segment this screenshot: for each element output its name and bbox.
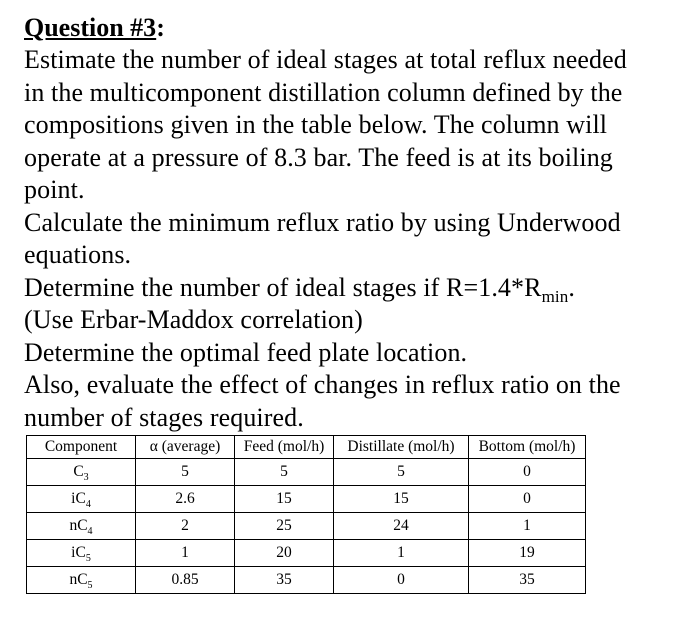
distillate-cell: 1 <box>334 540 469 567</box>
question-heading <box>24 12 684 44</box>
feed-cell: 20 <box>235 540 334 567</box>
reflux-ratio-text: Determine the number of ideal stages if R=1.4*R <box>24 272 542 302</box>
question-line-12: number of stages required. <box>24 402 304 432</box>
table-header-row <box>27 436 586 459</box>
distillate-cell: 15 <box>334 486 469 513</box>
distillate-cell: 5 <box>334 459 469 486</box>
component-cell <box>27 567 136 594</box>
component-cell <box>27 459 136 486</box>
reflux-ratio-line <box>24 272 684 305</box>
question-line-11: Also, evaluate the effect of changes in reflux ratio on the <box>24 370 621 399</box>
header-component: Component <box>27 436 136 459</box>
component-name: iC <box>71 490 86 507</box>
component-subscript: 4 <box>85 499 91 510</box>
question-line-1: Estimate the number of ideal stages at total reflux needed <box>24 45 627 74</box>
component-subscript: 5 <box>87 580 93 591</box>
feed-cell: 35 <box>235 567 334 594</box>
composition-table <box>26 435 586 594</box>
component-cell <box>27 486 136 513</box>
alpha-cell: 2 <box>136 513 235 540</box>
header-distillate: Distillate (mol/h) <box>334 436 469 459</box>
alpha-cell: 0.85 <box>136 567 235 594</box>
question-title-colon: : <box>156 13 165 42</box>
table-row <box>27 459 586 486</box>
feed-cell: 15 <box>235 486 334 513</box>
question-line-7: equations. <box>24 240 132 269</box>
question-line-5: point. <box>24 175 85 204</box>
question-title: Question #3 <box>24 13 157 42</box>
question-document <box>24 12 684 434</box>
bottom-cell: 1 <box>469 513 586 540</box>
component-name: iC <box>71 544 86 561</box>
table-row <box>27 540 586 567</box>
question-line-4: operate at a pressure of 8.3 bar. The feed is at its boiling <box>24 142 613 172</box>
bottom-cell: 19 <box>469 540 586 567</box>
component-name: nC <box>69 571 88 588</box>
table-row <box>27 513 586 540</box>
feed-cell: 5 <box>235 459 334 486</box>
component-cell <box>27 513 136 540</box>
header-alpha: α (average) <box>136 436 235 459</box>
bottom-cell: 0 <box>469 459 586 486</box>
question-line-3: compositions given in the table below. The column will <box>24 110 608 139</box>
question-line-10: Determine the optimal feed plate location. <box>24 337 468 367</box>
feed-cell: 25 <box>235 513 334 540</box>
bottom-cell: 35 <box>469 567 586 594</box>
component-name: nC <box>69 517 88 534</box>
component-subscript: 4 <box>87 526 93 537</box>
reflux-min-subscript: min <box>541 286 569 306</box>
alpha-cell: 5 <box>136 459 235 486</box>
bottom-cell: 0 <box>469 486 586 513</box>
header-feed: Feed (mol/h) <box>235 436 334 459</box>
alpha-cell: 2.6 <box>136 486 235 513</box>
table-row <box>27 567 586 594</box>
table-row <box>27 486 586 513</box>
component-subscript: 5 <box>85 553 91 564</box>
question-line-6: Calculate the minimum reflux ratio by using Underwood <box>24 207 621 237</box>
question-line-2: in the multicomponent distillation column defined by the <box>24 77 623 107</box>
header-bottom: Bottom (mol/h) <box>469 436 586 459</box>
distillate-cell: 24 <box>334 513 469 540</box>
component-name: C <box>73 463 84 480</box>
alpha-cell: 1 <box>136 540 235 567</box>
component-cell <box>27 540 136 567</box>
question-line-9: (Use Erbar-Maddox correlation) <box>24 305 363 334</box>
distillate-cell: 0 <box>334 567 469 594</box>
reflux-ratio-period: . <box>568 272 575 302</box>
component-subscript: 3 <box>83 472 89 483</box>
